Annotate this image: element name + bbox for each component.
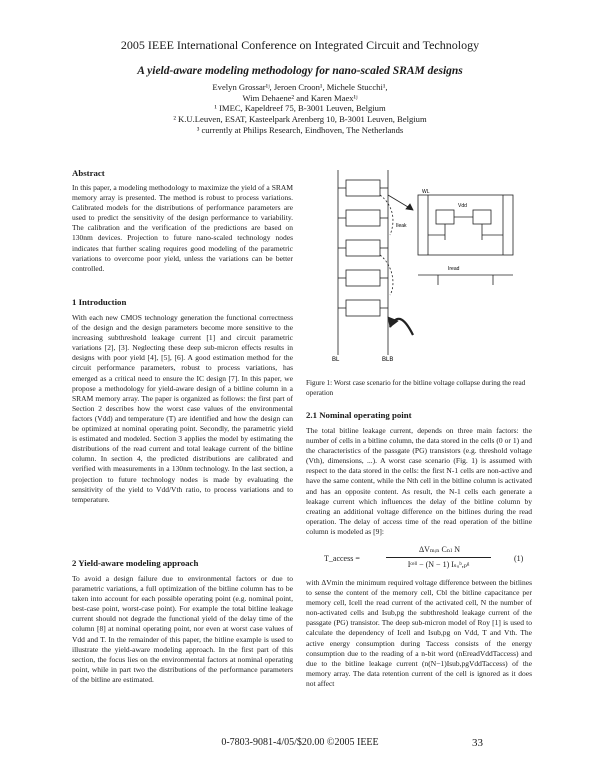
page-number: 33: [472, 737, 483, 749]
copyright-footer: 0-7803-9081-4/05/$20.00 ©2005 IEEE: [221, 737, 379, 748]
label-bl: BL: [332, 357, 340, 363]
affiliation-2: ² K.U.Leuven, ESAT, Kasteelpark Arenberg 10, B-3001 Leuven, Belgium: [173, 114, 427, 125]
bitline-schematic-figure: [318, 165, 523, 365]
figure-caption: Figure 1: Worst case scenario for the bitline voltage collapse during the read operation: [306, 379, 526, 397]
section2-text: To avoid a design failure due to environmental factors or due to parametric variations, a full optimization of the bitline column has to be taken into account for each possible operating point (e.g. nominal point, best-case point, worst-case point). For example the total bitline leakage current should not degrade the functional yield of the delay time of the column [8] at nominal operating point, nor even at worst case values of Vdd and T. In the remainder of this paper, the bitline example is used to illustrate the yield-aware modeling approach. In the first part of this section, the focus lies on the environmental factors at nominal operating point, while in part two the distributions of the performance parameters of the bitline are estimated.: [72, 574, 293, 684]
authors-line-2: Wim Dehaene² and Karen Maex¹ʲ: [242, 92, 358, 103]
abstract-text: In this paper, a modeling methodology to maximize the yield of a SRAM memory array is presented. The method is robust to process variations. Calibrated models for the distributions of performance parameters are used to predict the sensitivity of the design performance to variability. The calibration and the verification of the predictions are based on 130nm devices. Projection to future nano-scaled technology nodes indicates that further scaling requires good modeling of the parametric variations to overcome poor yield, unless the variations can be better controlled.: [72, 183, 293, 273]
label-iread: Iread: [448, 266, 460, 272]
section2-heading: 2 Yield-aware modeling approach: [72, 558, 199, 568]
author-block: [0, 82, 600, 136]
label-wl: WL: [422, 189, 430, 195]
equation-denominator: Iᶜᵉˡˡ − (N − 1) Iₛᵤᵇ,ₚᵍ: [407, 560, 470, 569]
section21-heading: 2.1 Nominal operating point: [306, 410, 412, 420]
affiliation-1: ¹ IMEC, Kapeldreef 75, B-3001 Leuven, Belgium: [214, 103, 386, 114]
equation-1: [306, 545, 532, 573]
intro-heading: 1 Introduction: [72, 297, 127, 307]
abstract-heading: Abstract: [72, 168, 105, 178]
label-ileak: Ileak: [396, 223, 407, 229]
section21-text-1: The total bitline leakage current, depends on three main factors: the number of cells in a bitline column, the data stored in the cells (0 or 1) and the characteristics of the passgate (PG) transistors (e.g. threshold voltage (Vth), dimensions, ...). A worst case scenario (Fig. 1) is assumed with respect to the data stored in the cells: the first N-1 cells are non-active and have the same content, while the Nth cell in the bitline column is activated and has an opposite content. As result, the N-1 cells each generate a leakage current which influences the delay of the bitline column by creating an additional voltage difference on the bitlines during the read operation. The delay of access time of the read operation of the bitline column is modeled as [9]:: [306, 426, 532, 536]
intro-text: With each new CMOS technology generation the functional correctness of the design and the design parameters become more sensitive to the increasing subthreshold leakage current [1] and circuit parametric variations [2], [3]. Neglecting these deep sub-micron effects results in designs with poor yield [4], [5], [6]. A good estimation method for the circuit performance parameters, robust to process variations, has emerged as a critical need to ensure the IC design [7]. In this paper, we propose a methodology for yield-aware design of a bitline column in a SRAM memory array. The paper is organized as follows: the first part of Section 2 describes how the worst case values of the environmental factors (Vdd) and temperature (T) are identified and how the design can be optimized at nominal operating point. Secondly, the parametric yield is estimated and modeled. Section 3 applies the model by estimating the distributions of the read current and total leakage current of the bitline column. In section 4, the predicted distributions are calibrated and verified with measurements in a 130nm technology. In the last section, a projection to future technology nodes is made by evaluating the sensitivity of the yield to Vdd/Vth ratio, to process variations and to temperature.: [72, 313, 293, 504]
label-vdd: Vdd: [458, 203, 467, 209]
authors-line-1: Evelyn Grossar¹ʲ, Jeroen Croon¹, Michele Stucchi¹,: [212, 82, 388, 92]
paper-title: A yield-aware modeling methodology for nano-scaled SRAM designs: [137, 65, 463, 77]
affiliation-3: ³ currently at Philips Research, Eindhoven, The Netherlands: [196, 124, 404, 135]
conference-header: 2005 IEEE International Conference on Integrated Circuit and Technology: [120, 38, 480, 52]
equation-lhs: T_access =: [324, 554, 360, 563]
section21-text-2: with ΔVmin the minimum required voltage difference between the bitlines to sense the content of the memory cell, Cbl the bitline capacitance per memory cell, Icell the read current of the activated cell, N the number of non-activated cells and Isub,pg the subthreshold leakage current of the passgate (PG) transistor. The deep sub-micron model of Roy [1] is used to calculate the dependency of Icell and Isub,pg on Vdd, T and Vth. The active energy consumption during Taccess consists of the energy consumption due to the reading of a n-bit word (nEreadVddTaccess) and due to the bitline leakage current (n(N−1)Isub,pgVddTaccess) of the memory array. The data retention current of the cell is ignored as it does not affect: [306, 578, 532, 688]
label-blb: BLB: [382, 357, 394, 363]
equation-numerator: ΔVₘᵢₙ Cₙₗ N: [418, 545, 461, 554]
equation-number: (1): [514, 554, 524, 563]
